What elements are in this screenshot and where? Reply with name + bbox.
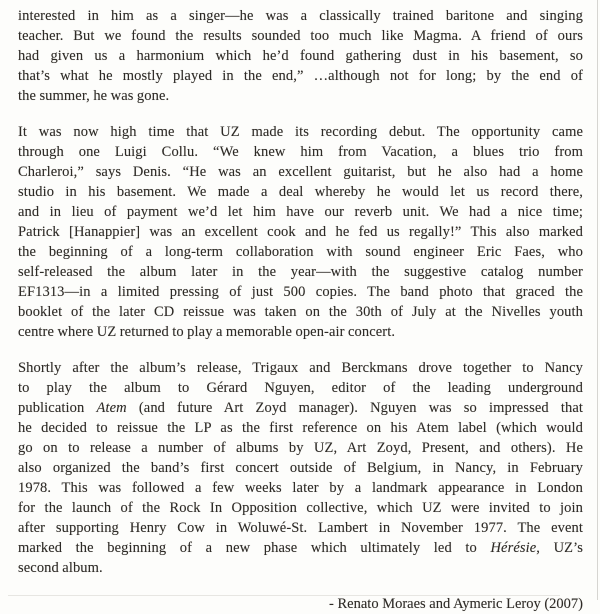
text-line: the beginning of a long-term collaboration with sound engineer Eric Faes, who	[18, 244, 583, 260]
attribution-line: - Renato Moraes and Aymeric Leroy (2007)	[329, 596, 583, 612]
text-line: Patrick [Hanappier] was an excellent cook and he fed us regally!” This also marked	[18, 224, 583, 240]
text-line: self-released the album later in the year—with the suggestive catalog number	[18, 264, 583, 280]
text-line: centre where UZ returned to play a memorable open-air concert.	[18, 324, 396, 340]
text-line: marked the beginning of a new phase which ultimately led to Hérésie, UZ’s	[18, 540, 583, 556]
text-line: studio in his basement. We made a deal whereby he would let us record there,	[18, 184, 583, 200]
text-line: Shortly after the album’s release, Trigaux and Berckmans drove together to Nancy	[18, 360, 583, 376]
text-line: It was now high time that UZ made its recording debut. The opportunity came	[18, 124, 583, 140]
text-line: EF1313—in a limited pressing of just 500 copies. The band photo that graced the	[18, 284, 583, 300]
text-line: the summer, he was gone.	[18, 88, 170, 104]
scan-edge-bottom-line	[8, 595, 560, 596]
text-line: Charleroi,” says Denis. “He was an excellent guitarist, but he also had a home	[18, 164, 583, 180]
paragraph	[18, 122, 583, 342]
text-line: had given us a harmonium which he’d found gathering dust in his basement, so	[18, 48, 583, 64]
paragraph	[18, 6, 583, 106]
text-line: teacher. But we found the results sounded too much like Magma. A friend of ours	[18, 28, 583, 44]
paragraph	[18, 358, 583, 578]
text-line: also organized the band’s first concert outside of Belgium, in Nancy, in February	[18, 460, 583, 476]
text-line: he decided to reissue the LP as the first reference on his Atem label (which would	[18, 420, 583, 436]
text-line: and in lieu of payment we’d let him have our reverb unit. We had a nice time;	[18, 204, 583, 220]
text-line: second album.	[18, 560, 103, 576]
text-line: go on to release a number of albums by UZ, Art Zoyd, Present, and others). He	[18, 440, 583, 456]
text-line: for the launch of the Rock In Opposition collective, which UZ were invited to join	[18, 500, 583, 516]
text-line: that’s what he mostly played in the end,” …although not for long; by the end of	[18, 68, 583, 84]
text-line: after supporting Henry Cow in Woluwé-St. Lambert in November 1977. The event	[18, 520, 583, 536]
text-line: booklet of the later CD reissue was taken on the 30th of July at the Nivelles youth	[18, 304, 583, 320]
text-line: interested in him as a singer—he was a classically trained baritone and singing	[18, 8, 583, 24]
text-line: publication Atem (and future Art Zoyd manager). Nguyen was so impressed that	[18, 400, 584, 416]
text-line: to play the album to Gérard Nguyen, editor of the leading underground	[18, 380, 583, 396]
scan-edge-right-line	[597, 0, 598, 600]
text-line: 1978. This was followed a few weeks later by a landmark appearance in London	[18, 480, 583, 496]
text-line: through one Luigi Collu. “We knew him from Vacation, a blues trio from	[18, 144, 583, 160]
